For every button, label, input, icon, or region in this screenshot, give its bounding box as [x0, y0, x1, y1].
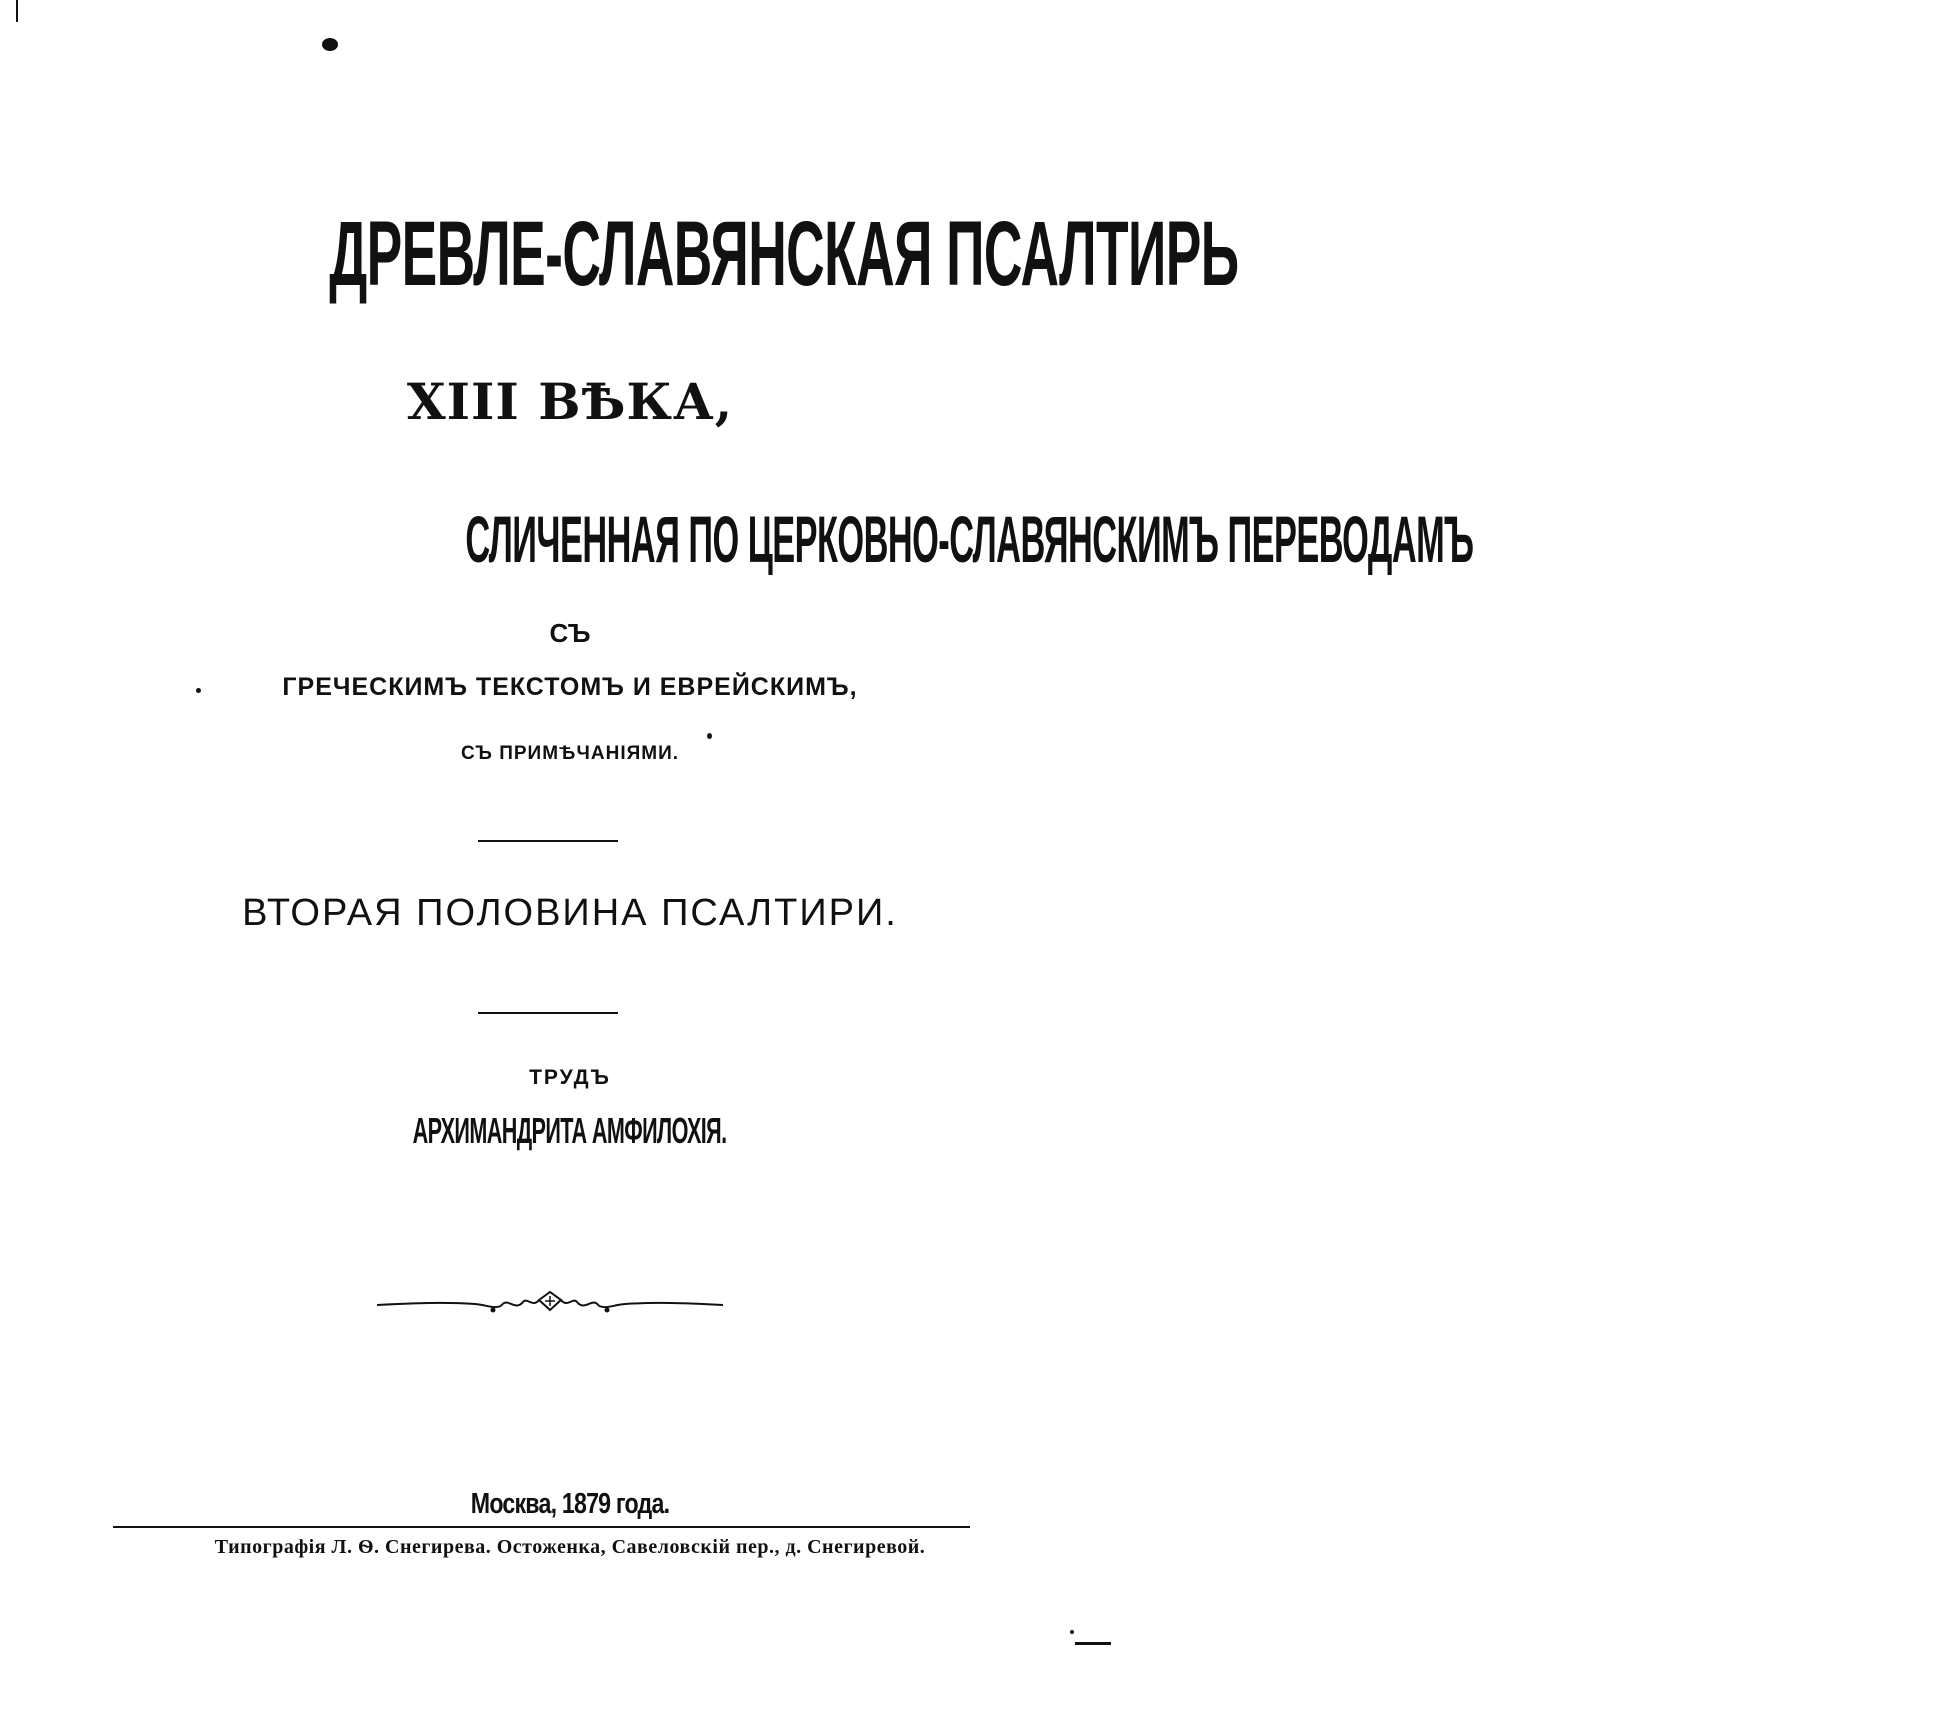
author-line — [0, 1110, 1140, 1152]
with-word — [0, 618, 1140, 649]
place-year — [0, 1488, 1140, 1521]
work-label — [0, 1066, 1140, 1090]
greek-hebrew-line — [0, 673, 1140, 702]
with-word-text: СЪ — [549, 618, 591, 648]
margin-mark — [16, 0, 18, 22]
place-year-text: Москва, 1879 года. — [470, 1488, 670, 1520]
subtitle-compared-text: СЛИЧЕННАЯ ПО ЦЕРКОВНО-СЛАВЯНСКИМЪ ПЕРЕВОДАМЪ — [465, 502, 1474, 576]
ornament-flourish-icon — [375, 1286, 725, 1320]
with-notes-line — [0, 743, 1140, 765]
ink-speck — [707, 733, 712, 739]
margin-mark — [1075, 1642, 1111, 1645]
greek-hebrew-text: ГРЕЧЕСКИМЪ ТЕКСТОМЪ И ЕВРЕЙСКИМЪ, — [282, 673, 858, 701]
main-title — [0, 203, 1239, 305]
part-title-text: ВТОРАЯ ПОЛОВИНА ПСАЛТИРИ. — [242, 892, 898, 934]
subtitle-compared — [0, 502, 1474, 576]
with-notes-text: СЪ ПРИМѢЧАНІЯМИ. — [460, 743, 680, 764]
divider-rule — [478, 1012, 618, 1014]
printer-text: Типографія Л. Ѳ. Снегирева. Остоженка, Савеловскій пер., д. Снегиревой. — [214, 1536, 926, 1558]
ink-blot — [322, 38, 338, 51]
century-line — [0, 372, 1140, 431]
work-label-text: ТРУДЪ — [529, 1066, 611, 1089]
divider-rule — [478, 840, 618, 842]
author-text: АРХИМАНДРИТА АМФИЛОХІЯ. — [413, 1110, 727, 1151]
century-text: XIII ВѢКА, — [406, 372, 734, 431]
part-title — [0, 892, 1140, 935]
main-title-text: ДРЕВЛЕ-СЛАВЯНСКАЯ ПСАЛТИРЬ — [329, 203, 1239, 305]
printer-line — [0, 1536, 1140, 1559]
imprint-rule — [113, 1526, 970, 1528]
ink-speck — [1070, 1630, 1074, 1634]
